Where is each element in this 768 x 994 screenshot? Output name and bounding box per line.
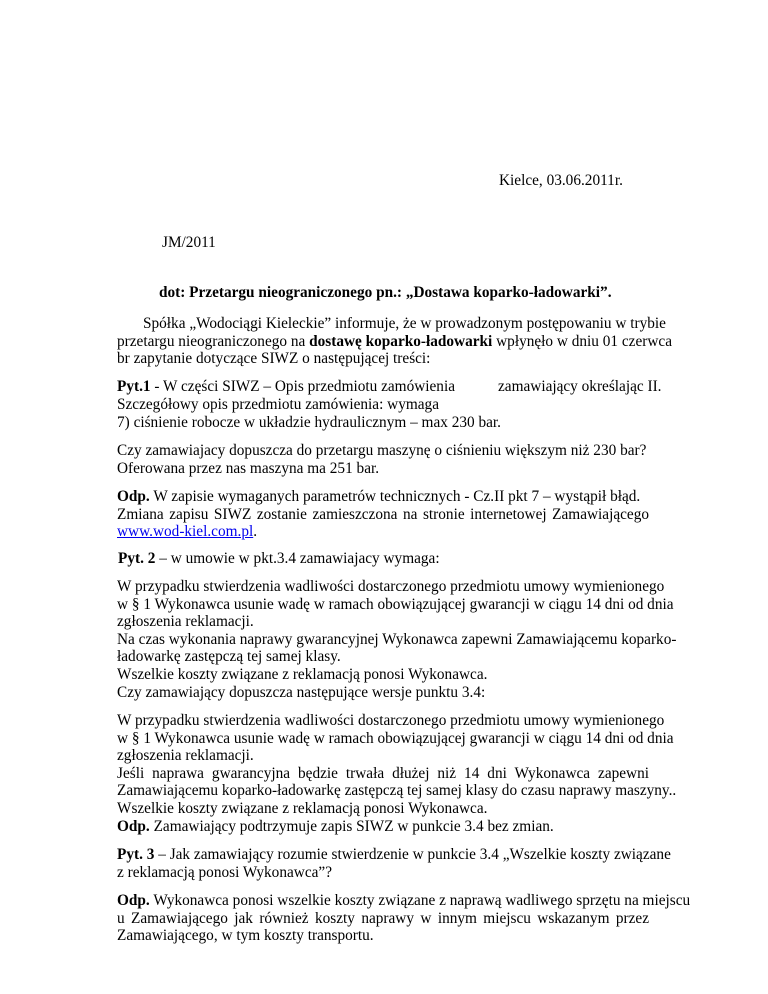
- q2-proposal: [117, 712, 677, 817]
- q2-quote-line: zgłoszenia reklamacji.: [117, 613, 254, 630]
- q2-proposal-line: W przypadku stwierdzenia wadliwości dostarczonego przedmiotu umowy wymienionego: [117, 712, 665, 729]
- q1-followup-line: Czy zamawiajacy dopuszcza do przetargu maszynę o ciśnieniu większym niż 230 bar?: [117, 442, 647, 459]
- answer-label: Odp.: [117, 818, 150, 835]
- q2-heading: Pyt. 2 – w umowie w pkt.3.4 zamawiajacy wymaga:: [118, 550, 440, 567]
- q2-quote-line: W przypadku stwierdzenia wadliwości dostarczonego przedmiotu umowy wymienionego: [117, 578, 665, 595]
- q2-proposal-line: Wszelkie koszty związane z reklamacją ponosi Wykonawca.: [117, 799, 488, 817]
- q1-followup: [117, 442, 649, 477]
- q2-quote-line: ładowarkę zastępczą tej samej klasy.: [117, 648, 341, 665]
- answer-label: Odp.: [117, 892, 150, 909]
- answer-line: www.wod-kiel.com.pl.: [117, 523, 258, 540]
- intro-line: przetargu nieograniczonego na dostawę koparko-ładowarki wpłynęło w dniu 01 czerwca: [117, 332, 672, 350]
- q2-quote-line: Na czas wykonania naprawy gwarancyjnej Wykonawca zapewni Zamawiającemu koparko-: [117, 630, 677, 648]
- q2-question: Czy zamawiający dopuszcza następujące wersje punktu 3.4:: [117, 684, 486, 701]
- answer-1: [117, 488, 649, 541]
- q1-followup-line: Oferowana przez nas maszyna ma 251 bar.: [117, 459, 380, 477]
- intro-paragraph: [117, 315, 672, 368]
- q2-quote-line: w § 1 Wykonawca usunie wadę w ramach obowiązującej gwarancji w ciągu 14 dni od dnia: [117, 595, 674, 613]
- q2-quote-line: Wszelkie koszty związane z reklamacją ponosi Wykonawca.: [117, 665, 488, 683]
- q2-proposal-line: Jeśli naprawa gwarancyjna będzie trwała dłużej niż 14 dni Wykonawca zapewni: [117, 764, 649, 782]
- q1-line: Szczegółowy opis przedmiotu zamówienia: wymaga: [117, 396, 439, 413]
- q3-label: Pyt. 3: [117, 846, 155, 863]
- q2-proposal-line: Zamawiającemu koparko-ładowarkę zastępczą tej samej klasy do czasu naprawy maszyny..: [117, 782, 677, 799]
- answer-3: [117, 892, 691, 945]
- q1-label: Pyt.1: [117, 378, 151, 395]
- q1-line: 7) ciśnienie robocze w układzie hydraulicznym – max 230 bar.: [117, 414, 501, 431]
- answer-line: Zmiana zapisu SIWZ zostanie zamieszczona na stronie internetowej Zamawiającego: [117, 505, 649, 523]
- q2-quote: [117, 578, 677, 683]
- q2-proposal-line: w § 1 Wykonawca usunie wadę w ramach obowiązującej gwarancji w ciągu 14 dni od dnia: [117, 729, 674, 747]
- q3-line: z reklamacją ponosi Wykonawca”?: [117, 863, 332, 881]
- answer-line: u Zamawiającego jak również koszty naprawy w innym miejscu wskazanym przez: [117, 909, 649, 927]
- q3-line: Pyt. 3 – Jak zamawiający rozumie stwierdzenie w punkcie 3.4 „Wszelkie koszty związane: [117, 846, 671, 863]
- intro-line: br zapytanie dotyczące SIWZ o następującej treści:: [117, 350, 431, 367]
- place-date: Kielce, 03.06.2011r.: [499, 172, 623, 189]
- subject-line: dot: Przetargu nieograniczonego pn.: „Dostawa koparko-ładowarki”.: [159, 284, 612, 301]
- answer-2: Odp. Zamawiający podtrzymuje zapis SIWZ w punkcie 3.4 bez zmian.: [117, 818, 554, 835]
- q2-proposal-line: zgłoszenia reklamacji.: [117, 747, 254, 764]
- reference-number: JM/2011: [162, 234, 216, 251]
- website-link[interactable]: www.wod-kiel.com.pl: [117, 523, 254, 540]
- answer-line: Zamawiającego, w tym koszty transportu.: [117, 927, 374, 944]
- answer-line: Odp. W zapisie wymaganych parametrów technicznych - Cz.II pkt 7 – wystąpił błąd.: [117, 488, 641, 505]
- q1-line: Pyt.1 - W części SIWZ – Opis przedmiotu zamówienia: [117, 378, 455, 395]
- intro-line: Spółka „Wodociągi Kieleckie” informuje, że w prowadzonym postępowaniu w trybie: [143, 315, 666, 332]
- q2-label: Pyt. 2: [118, 550, 156, 567]
- q1-line-end: zamawiający określając II.: [498, 378, 662, 395]
- answer-label: Odp.: [117, 488, 150, 505]
- answer-line: Odp. Wykonawca ponosi wszelkie koszty związane z naprawą wadliwego sprzętu na miejscu: [117, 892, 691, 909]
- question-3: [117, 846, 671, 881]
